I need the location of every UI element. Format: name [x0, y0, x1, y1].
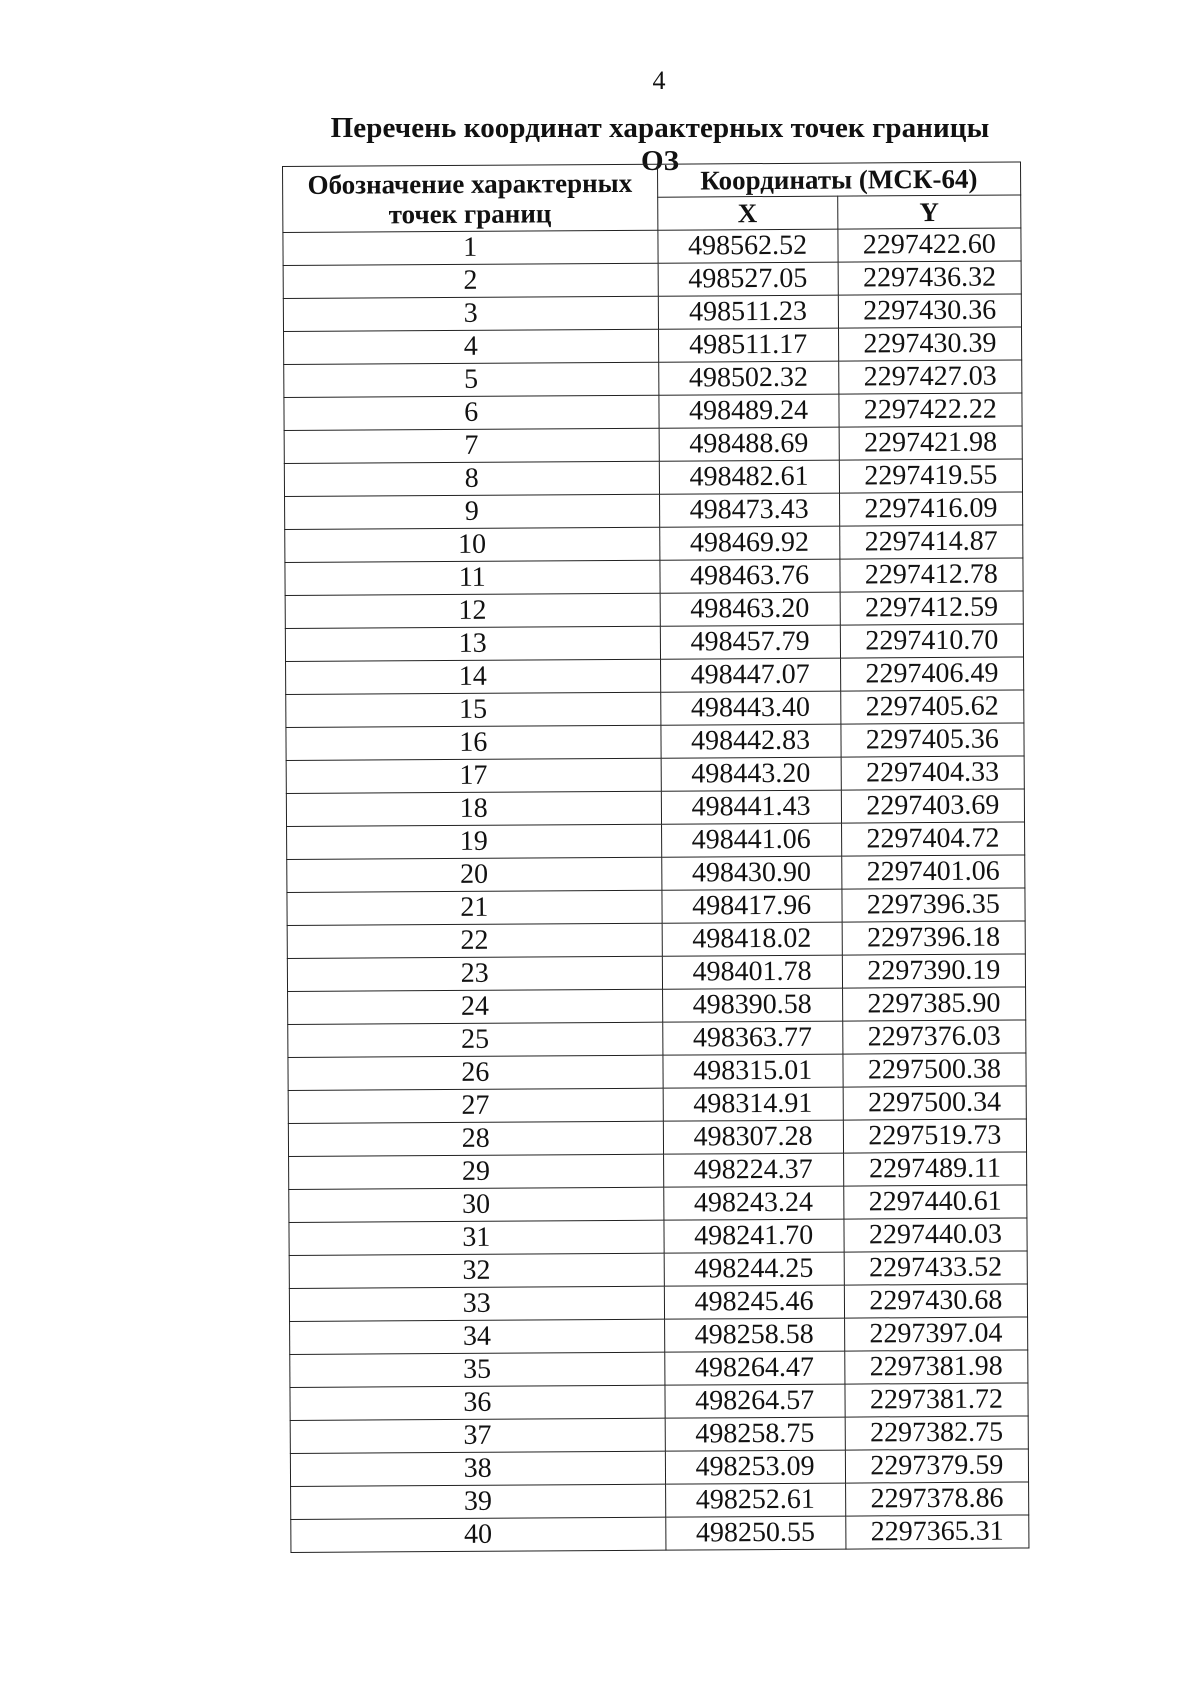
- x-coordinate-cell: 498245.46: [664, 1285, 844, 1319]
- point-number-cell: 17: [286, 758, 661, 793]
- x-coordinate-cell: 498489.24: [658, 394, 838, 428]
- x-coordinate-cell: 498241.70: [663, 1219, 843, 1253]
- x-coordinate-cell: 498250.55: [665, 1516, 845, 1550]
- table-row: [284, 360, 1022, 398]
- y-coordinate-cell: 2297376.03: [842, 1020, 1025, 1054]
- y-coordinate-cell: 2297381.98: [844, 1350, 1027, 1384]
- y-coordinate-cell: 2297401.06: [841, 855, 1024, 889]
- table-row: [285, 558, 1023, 596]
- point-number-cell: 22: [287, 923, 662, 958]
- point-number-cell: 8: [284, 461, 659, 496]
- x-coordinate-cell: 498442.83: [660, 724, 840, 758]
- table-row: [291, 1515, 1029, 1553]
- y-coordinate-cell: 2297381.72: [845, 1383, 1028, 1417]
- table-row: [284, 426, 1022, 464]
- y-coordinate-cell: 2297396.35: [842, 888, 1025, 922]
- point-number-cell: 23: [287, 956, 662, 991]
- point-number-cell: 31: [289, 1220, 664, 1255]
- y-coordinate-cell: 2297390.19: [842, 954, 1025, 988]
- y-coordinate-cell: 2297430.39: [838, 327, 1021, 361]
- page-number: 4: [652, 66, 666, 95]
- y-coordinate-cell: 2297440.61: [843, 1185, 1026, 1219]
- table-row: [289, 1218, 1027, 1256]
- y-coordinate-cell: 2297404.72: [841, 822, 1024, 856]
- x-coordinate-cell: 498417.96: [661, 889, 841, 923]
- x-coordinate-cell: 498430.90: [661, 856, 841, 890]
- y-coordinate-cell: 2297430.68: [844, 1284, 1027, 1318]
- table-row: [290, 1317, 1028, 1355]
- x-coordinate-cell: 498527.05: [658, 262, 838, 296]
- table-row: [286, 756, 1024, 794]
- table-row: [283, 261, 1021, 299]
- y-coordinate-cell: 2297405.62: [840, 690, 1023, 724]
- x-coordinate-cell: 498457.79: [660, 625, 840, 659]
- point-number-cell: 6: [284, 395, 659, 430]
- point-number-cell: 10: [285, 527, 660, 562]
- table-row: [284, 327, 1022, 365]
- x-coordinate-cell: 498502.32: [658, 361, 838, 395]
- y-coordinate-cell: 2297519.73: [843, 1119, 1026, 1153]
- table-row: [290, 1350, 1028, 1388]
- table-row: [288, 1119, 1026, 1157]
- point-number-cell: 33: [289, 1286, 664, 1321]
- point-number-cell: 32: [289, 1253, 664, 1288]
- table-row: [290, 1383, 1028, 1421]
- table-row: [284, 459, 1022, 497]
- y-coordinate-cell: 2297403.69: [841, 789, 1024, 823]
- table-row: [286, 789, 1024, 827]
- point-number-cell: 37: [290, 1418, 665, 1453]
- y-coordinate-cell: 2297422.22: [839, 393, 1022, 427]
- y-coordinate-cell: 2297412.59: [840, 591, 1023, 625]
- point-number-cell: 36: [290, 1385, 665, 1420]
- y-coordinate-cell: 2297500.38: [843, 1053, 1026, 1087]
- header-point-line2: точек границ: [388, 197, 552, 229]
- point-number-cell: 20: [287, 857, 662, 892]
- point-number-cell: 5: [284, 362, 659, 397]
- table-row: [288, 1086, 1026, 1124]
- point-number-cell: 3: [283, 296, 658, 331]
- table-row: [288, 1053, 1026, 1091]
- point-number-cell: 13: [285, 626, 660, 661]
- point-number-cell: 34: [290, 1319, 665, 1354]
- x-coordinate-cell: 498252.61: [665, 1483, 845, 1517]
- table-row: [287, 921, 1025, 959]
- x-coordinate-cell: 498511.17: [658, 328, 838, 362]
- point-number-cell: 18: [286, 791, 661, 826]
- x-coordinate-cell: 498473.43: [659, 493, 839, 527]
- y-coordinate-cell: 2297421.98: [839, 426, 1022, 460]
- point-number-cell: 12: [285, 593, 660, 628]
- y-coordinate-cell: 2297419.55: [839, 459, 1022, 493]
- x-coordinate-cell: 498264.57: [664, 1384, 844, 1418]
- x-coordinate-cell: 498441.06: [661, 823, 841, 857]
- table-row: [285, 525, 1023, 563]
- x-coordinate-cell: 498401.78: [662, 955, 842, 989]
- x-coordinate-cell: 498258.58: [664, 1318, 844, 1352]
- y-coordinate-cell: 2297440.03: [844, 1218, 1027, 1252]
- header-coordinates: Координаты (МСК-64): [657, 162, 1021, 197]
- y-coordinate-cell: 2297382.75: [845, 1416, 1028, 1450]
- table-row: [287, 888, 1025, 926]
- point-number-cell: 35: [290, 1352, 665, 1387]
- x-coordinate-cell: 498482.61: [659, 460, 839, 494]
- point-number-cell: 29: [289, 1154, 664, 1189]
- point-number-cell: 15: [286, 692, 661, 727]
- table-row: [289, 1251, 1027, 1289]
- table-row: [289, 1185, 1027, 1223]
- y-coordinate-cell: 2297396.18: [842, 921, 1025, 955]
- x-coordinate-cell: 498463.20: [660, 592, 840, 626]
- y-coordinate-cell: 2297427.03: [838, 360, 1021, 394]
- x-coordinate-cell: 498488.69: [659, 427, 839, 461]
- x-coordinate-cell: 498441.43: [661, 790, 841, 824]
- table-row: [285, 624, 1023, 662]
- table-row: [289, 1284, 1027, 1322]
- table-row: [290, 1449, 1028, 1487]
- point-number-cell: 19: [287, 824, 662, 859]
- point-number-cell: 30: [289, 1187, 664, 1222]
- x-coordinate-cell: 498418.02: [662, 922, 842, 956]
- x-coordinate-cell: 498363.77: [662, 1021, 842, 1055]
- x-coordinate-cell: 498511.23: [658, 295, 838, 329]
- header-point-designation: [283, 164, 658, 232]
- table-row: [284, 393, 1022, 431]
- table-body: [283, 228, 1029, 1552]
- point-number-cell: 1: [283, 230, 658, 265]
- point-number-cell: 24: [288, 989, 663, 1024]
- y-coordinate-cell: 2297385.90: [842, 987, 1025, 1021]
- x-coordinate-cell: 498447.07: [660, 658, 840, 692]
- x-coordinate-cell: 498562.52: [657, 229, 837, 263]
- table-row: [286, 723, 1024, 761]
- coordinates-table: [282, 161, 1029, 1552]
- y-coordinate-cell: 2297500.34: [843, 1086, 1026, 1120]
- header-y: Y: [837, 195, 1020, 229]
- table-row: [286, 690, 1024, 728]
- point-number-cell: 26: [288, 1055, 663, 1090]
- x-coordinate-cell: 498224.37: [663, 1153, 843, 1187]
- x-coordinate-cell: 498463.76: [659, 559, 839, 593]
- header-point-line1: Обозначение характерных: [307, 167, 633, 200]
- x-coordinate-cell: 498264.47: [664, 1351, 844, 1385]
- y-coordinate-cell: 2297414.87: [839, 525, 1022, 559]
- point-number-cell: 39: [291, 1484, 666, 1519]
- point-number-cell: 40: [291, 1517, 666, 1552]
- y-coordinate-cell: 2297406.49: [840, 657, 1023, 691]
- table-row: [285, 591, 1023, 629]
- x-coordinate-cell: 498253.09: [665, 1450, 845, 1484]
- y-coordinate-cell: 2297416.09: [839, 492, 1022, 526]
- x-coordinate-cell: 498443.20: [661, 757, 841, 791]
- point-number-cell: 27: [288, 1088, 663, 1123]
- y-coordinate-cell: 2297405.36: [841, 723, 1024, 757]
- y-coordinate-cell: 2297410.70: [840, 624, 1023, 658]
- y-coordinate-cell: 2297422.60: [838, 228, 1021, 262]
- y-coordinate-cell: 2297412.78: [840, 558, 1023, 592]
- x-coordinate-cell: 498258.75: [665, 1417, 845, 1451]
- y-coordinate-cell: 2297404.33: [841, 756, 1024, 790]
- table-row: [288, 1020, 1026, 1058]
- y-coordinate-cell: 2297430.36: [838, 294, 1021, 328]
- point-number-cell: 38: [290, 1451, 665, 1486]
- point-number-cell: 25: [288, 1022, 663, 1057]
- table-row: [283, 228, 1021, 266]
- table-header: [283, 162, 1021, 233]
- y-coordinate-cell: 2297436.32: [838, 261, 1021, 295]
- y-coordinate-cell: 2297378.86: [845, 1482, 1028, 1516]
- x-coordinate-cell: 498244.25: [664, 1252, 844, 1286]
- point-number-cell: 28: [288, 1121, 663, 1156]
- point-number-cell: 2: [283, 263, 658, 298]
- x-coordinate-cell: 498469.92: [659, 526, 839, 560]
- y-coordinate-cell: 2297433.52: [844, 1251, 1027, 1285]
- table-row: [289, 1152, 1027, 1190]
- point-number-cell: 16: [286, 725, 661, 760]
- y-coordinate-cell: 2297489.11: [843, 1152, 1026, 1186]
- point-number-cell: 4: [284, 329, 659, 364]
- y-coordinate-cell: 2297365.31: [845, 1515, 1028, 1549]
- x-coordinate-cell: 498243.24: [663, 1186, 843, 1220]
- table-row: [287, 822, 1025, 860]
- table-row: [285, 492, 1023, 530]
- point-number-cell: 11: [285, 560, 660, 595]
- table-row: [291, 1482, 1029, 1520]
- point-number-cell: 14: [286, 659, 661, 694]
- point-number-cell: 21: [287, 890, 662, 925]
- table-row: [286, 657, 1024, 695]
- x-coordinate-cell: 498443.40: [660, 691, 840, 725]
- table-row: [288, 987, 1026, 1025]
- point-number-cell: 7: [284, 428, 659, 463]
- table-row: [287, 954, 1025, 992]
- document-title: Перечень координат характерных точек границы ОЗ: [330, 112, 990, 177]
- table-row: [283, 294, 1021, 332]
- x-coordinate-cell: 498390.58: [662, 988, 842, 1022]
- header-x: X: [657, 196, 837, 230]
- x-coordinate-cell: 498315.01: [662, 1054, 842, 1088]
- point-number-cell: 9: [285, 494, 660, 529]
- table-row: [290, 1416, 1028, 1454]
- x-coordinate-cell: 498314.91: [663, 1087, 843, 1121]
- x-coordinate-cell: 498307.28: [663, 1120, 843, 1154]
- y-coordinate-cell: 2297397.04: [844, 1317, 1027, 1351]
- table-row: [287, 855, 1025, 893]
- y-coordinate-cell: 2297379.59: [845, 1449, 1028, 1483]
